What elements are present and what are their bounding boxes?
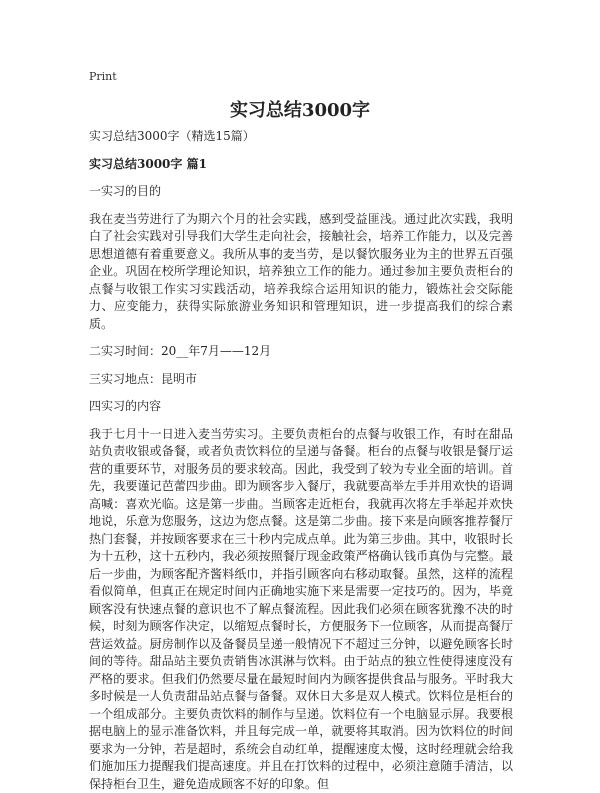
section-heading: 实习总结3000字 篇1 <box>89 156 513 174</box>
purpose-paragraph: 我在麦当劳进行了为期六个月的社会实践，感到受益匪浅。通过此次实践，我明白了社会实践对引导我们大学生走向社会，接触社会，培养工作能力，以及完善思想道德有着重要意义。我所从事的麦当劳，是以餐饮服务业为主的世界五百强企业。巩固在校所学理论知识，培养独立工作的能力。通过参加主要负责柜台的点餐与收银工作实习实践活动，培养我综合运用知识的能力，锻炼社会交际能力、应变能力，获得实际旅游业务知识和管理知识，进一步提高我们的综合素质。 <box>89 211 513 334</box>
time-line: 二实习时间：20__年7月——12月 <box>89 343 513 361</box>
content-paragraph: 我于七月十一日进入麦当劳实习。主要负责柜台的点餐与收银工作，有时在甜品站负责收银或备餐，或者负责饮料位的呈递与备餐。柜台的点餐与收银是餐厅运营的重要环节，对服务员的要求较高。因此，我受到了较为专业全面的培训。首先，我要谨记芭蕾四步曲。即为顾客步入餐厅，我就要高举左手并用欢快的语调高喊：喜欢光临。这是第一步曲。当顾客走近柜台，我就再次将左手举起并欢快地说，乐意为您服务，这边为您点餐。这是第二步曲。接下来是向顾客推荐餐厅热门套餐，并按顾客要求在三十秒内完成点单。此为第三步曲。其中，收银时长为十五秒，这十五秒内，我必须按照餐厅现金政策严格确认钱币真伪与完整。最后一步曲，为顾客配齐酱料纸巾，并指引顾客向右移动取餐。虽然，这样的流程看似简单，但真正在规定时间内正确地实施下来是需要一定技巧的。因为，毕竟顾客没有快速点餐的意识也不了解点餐流程。因此我们必须在顾客犹豫不决的时候，时刻为顾客作决定，以缩短点餐时长，方便服务下一位顾客，从而提高餐厅营运效益。厨房制作以及备餐员呈递一般情况下不超过三分钟，以避免顾客长时间的等待。甜品站主要负责销售冰淇淋与饮料。由于站点的独立性使得速度没有严格的要求。但我们仍然要尽量在最短时间内为顾客提供食品与服务。平时我大多时候是一人负责甜品站点餐与备餐。双休日大多是双人模式。饮料位是柜台的一个组成部分。主要负责饮料的制作与呈递。饮料位有一个电脑显示屏。我要根据电脑上的显示准备饮料，并且每完成一单，就要将其取消。因为饮料位的时间要求为一分钟，若是超时，系统会自动红单，提醒速度太慢，这时经理就会给我们施加压力提醒我们提高速度。并且在打饮料的过程中，必须注意随手清洁，以保持柜台卫生，避免造成顾客不好的印象。但 <box>89 426 513 793</box>
content-heading: 四实习的内容 <box>89 398 513 416</box>
place-line: 三实习地点：昆明市 <box>89 371 513 389</box>
document-title: 实习总结3000字 <box>0 96 600 122</box>
print-link[interactable]: Print <box>89 70 117 83</box>
document-subtitle: 实习总结3000字（精选15篇） <box>89 128 513 146</box>
document-body <box>89 128 513 793</box>
purpose-heading: 一实习的目的 <box>89 183 513 201</box>
